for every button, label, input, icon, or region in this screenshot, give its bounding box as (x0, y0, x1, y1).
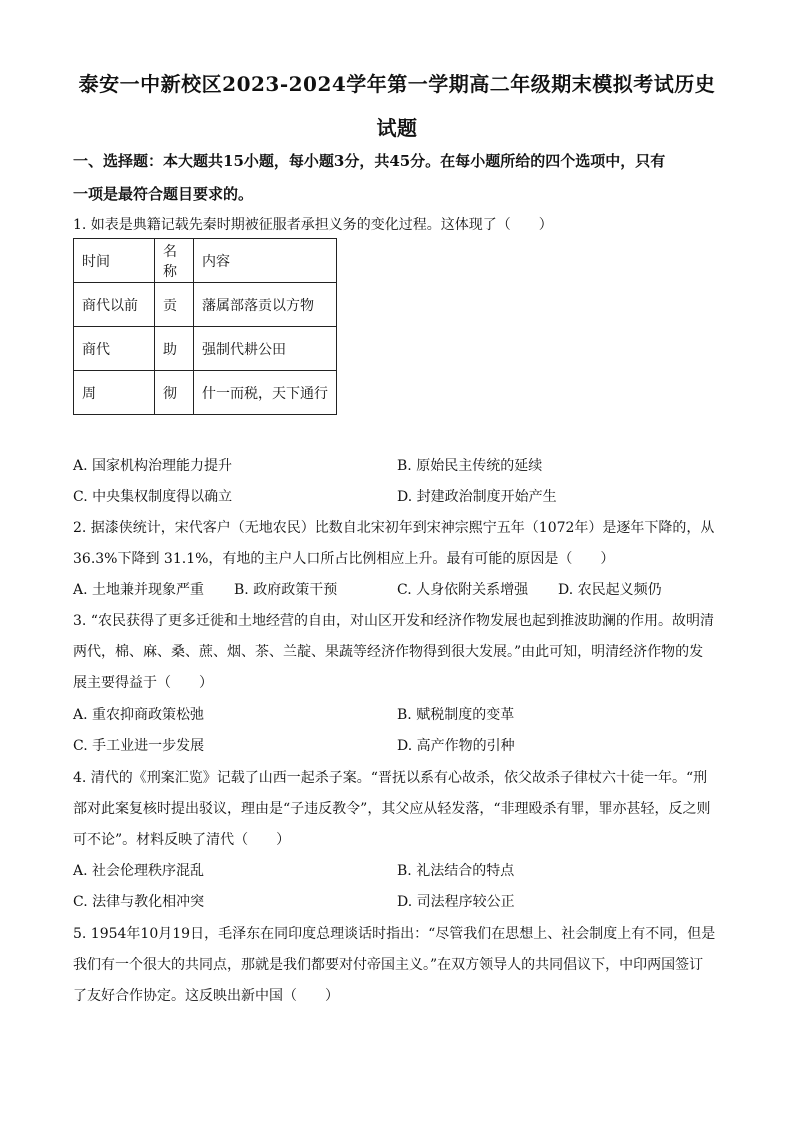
table-cell: 商代以前 (74, 283, 155, 327)
table-cell: 贡 (155, 283, 194, 327)
question-3-stem: 3. “农民获得了更多迁徙和土地经营的自由，对山区开发和经济作物发展也起到推波助澜的作用。故明清 (73, 613, 714, 629)
question-1-option-c[interactable]: C. 中央集权制度得以确立 (73, 489, 233, 505)
question-4-option-d[interactable]: D. 司法程序较公正 (397, 894, 515, 910)
question-2-stem-continued: 36.3%下降到 31.1%，有地的主户人口所占比例相应上升。最有可能的原因是（ ） (73, 551, 615, 567)
question-1-option-a[interactable]: A. 国家机构治理能力提升 (73, 458, 233, 474)
question-4-option-b[interactable]: B. 礼法结合的特点 (397, 863, 515, 879)
table-cell: 什一而税，天下通行 (194, 371, 337, 415)
table-header-cell: 内容 (194, 239, 337, 283)
question-2-stem: 2. 据漆侠统计，宋代客户（无地农民）比数自北宋初年到宋神宗熙宁五年（1072年）是逐年下降的，从 (73, 520, 715, 536)
table-cell: 强制代耕公田 (194, 327, 337, 371)
question-5-stem-end: 了友好合作协定。这反映出新中国（ ） (73, 988, 339, 1004)
question-3-option-c[interactable]: C. 手工业进一步发展 (73, 738, 205, 754)
table-cell: 周 (74, 371, 155, 415)
exam-title: 泰安一中新校区2023-2024学年第一学期高二年级期末模拟考试历史 (78, 72, 716, 96)
table-cell: 助 (155, 327, 194, 371)
table-header-cell: 时间 (74, 239, 155, 283)
question-4-stem: 4. 清代的《刑案汇览》记载了山西一起杀子案。“晋抚以系有心故杀，依父故杀子律杖六十徒一年。“刑 (73, 770, 708, 786)
table-row (74, 371, 337, 415)
question-4-option-c[interactable]: C. 法律与教化相冲突 (73, 894, 205, 910)
question-2-option-b[interactable]: B. 政府政策干预 (234, 582, 338, 598)
question-1-option-d[interactable]: D. 封建政治制度开始产生 (397, 489, 557, 505)
exam-title-continued: 试题 (376, 116, 418, 140)
table-cell: 藩属部落贡以方物 (194, 283, 337, 327)
question-5-stem-continued: 我们有一个很大的共同点，那就是我们都要对付帝国主义。”在双方领导人的共同倡议下，中印两国签订 (73, 957, 704, 973)
question-3-option-a[interactable]: A. 重农抑商政策松弛 (73, 707, 205, 723)
question-1-stem: 1. 如表是典籍记载先秦时期被征服者承担义务的变化过程。这体现了（ ） (73, 217, 553, 233)
question-5-stem: 5. 1954年10月19日，毛泽东在同印度总理谈话时指出：“尽管我们在思想上、社会制度上有不同，但是 (73, 926, 716, 942)
table-row (74, 283, 337, 327)
question-1-option-b[interactable]: B. 原始民主传统的延续 (397, 458, 543, 474)
question-4-stem-continued: 部对此案复核时提出驳议，理由是“子违反教令”，其父应从轻发落，“非理殴杀有罪，罪亦甚轻，反之则 (73, 801, 711, 817)
question-2-option-a[interactable]: A. 土地兼并现象严重 (73, 582, 205, 598)
section-heading-continued: 一项是最符合题目要求的。 (73, 185, 254, 203)
table-header-row (74, 239, 337, 283)
table-cell: 彻 (155, 371, 194, 415)
table-cell: 商代 (74, 327, 155, 371)
question-4-option-a[interactable]: A. 社会伦理秩序混乱 (73, 863, 205, 879)
question-2-option-d[interactable]: D. 农民起义频仍 (558, 582, 662, 598)
table-header-cell: 名称 (155, 239, 194, 283)
question-4-stem-end: 可不论”。材料反映了清代（ ） (73, 832, 291, 848)
question-3-option-b[interactable]: B. 赋税制度的变革 (397, 707, 515, 723)
question-2-option-c[interactable]: C. 人身依附关系增强 (397, 582, 529, 598)
table-row (74, 327, 337, 371)
question-3-stem-end: 展主要得益于（ ） (73, 675, 213, 691)
question-1-table (73, 238, 337, 415)
section-heading: 一、选择题：本大题共15小题，每小题3分，共45分。在每小题所给的四个选项中，只有 (73, 152, 666, 170)
question-3-option-d[interactable]: D. 高产作物的引种 (397, 738, 515, 754)
question-3-stem-continued: 两代，棉、麻、桑、蔗、烟、茶、兰靛、果蔬等经济作物得到很大发展。”由此可知，明清经济作物的发 (73, 644, 704, 660)
